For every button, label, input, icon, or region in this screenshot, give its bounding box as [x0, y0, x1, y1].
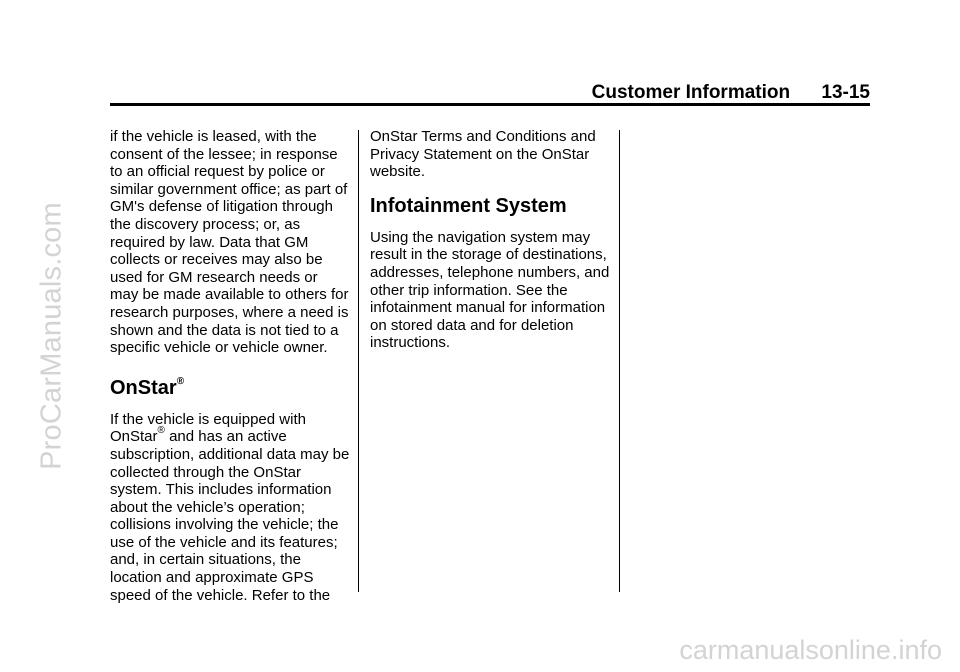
column-divider-2 [619, 130, 620, 592]
side-watermark: ProCarManuals.com [35, 202, 68, 470]
registered-mark: ® [157, 425, 165, 437]
column-2 [370, 128, 610, 352]
column-divider-1 [358, 130, 359, 592]
page-header [0, 82, 870, 104]
onstar-heading: OnStar® [110, 376, 185, 399]
body-paragraph: if the vehicle is leased, with the consent of the lessee; in response to an official request by police or similar government office; as part of GM's defense of litigation through the discovery process; or, as required by law. Data that GM collects or receives may also be used for GM research needs or may be made available to others for research purposes, where a need is shown and the data is not tied to a specific vehicle or vehicle owner. [110, 128, 349, 357]
column-1 [110, 128, 350, 604]
section-title: Customer Information [591, 82, 791, 103]
bottom-watermark: carmanualsonline.info [679, 635, 942, 665]
page-number: 13-15 [821, 82, 870, 103]
infotainment-heading: Infotainment System [370, 194, 567, 217]
header-rule [110, 103, 870, 106]
registered-mark: ® [176, 376, 185, 388]
infotainment-paragraph: Using the navigation system may result in the storage of destinations, addresses, telephone numbers, and other trip information. See the infotainment manual for information on stored data and for deletion instructions. [370, 228, 610, 352]
body-paragraph: OnStar Terms and Conditions and Privacy Statement on the OnStar website. [370, 128, 596, 181]
onstar-paragraph: If the vehicle is equipped with OnStar® and has an active subscription, additional data may be collected through the OnStar system. This includes information about the vehicle’s operation; collisions involving the vehicle; the use of the vehicle and its features; and, in certain situations, the location and approximate GPS speed of the vehicle. Refer to the [110, 410, 350, 604]
